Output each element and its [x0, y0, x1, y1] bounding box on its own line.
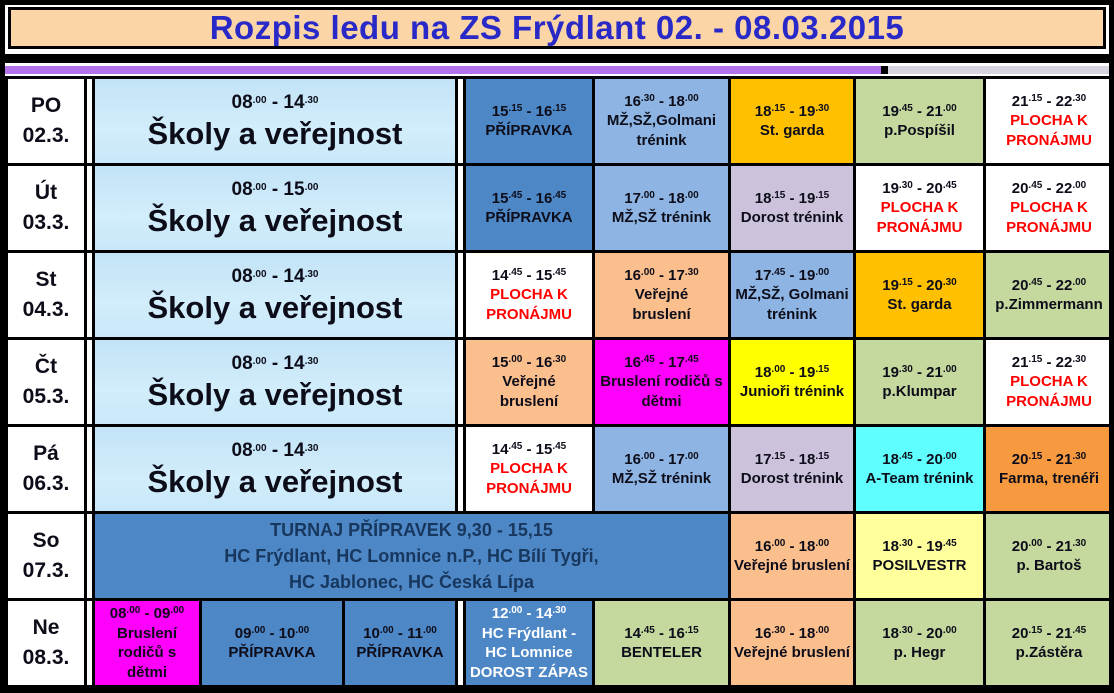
cell-time: $20^{.15} - 21^{.30}$ [1011, 450, 1087, 468]
cell-time: $18^{.15} - 19^{.15}$ [754, 189, 830, 207]
cell-time: $16^{.00} - 17^{.30}$ [624, 266, 699, 284]
cell-label: p. Hegr [893, 644, 946, 661]
cell-label: MŽ,SŽ trénink [611, 470, 712, 487]
day-label: So [32, 528, 60, 552]
cell-time: $14^{.45} - 15^{.45}$ [491, 440, 567, 458]
day-date: 07.3. [22, 559, 70, 582]
day-label: Út [34, 180, 58, 204]
schedule-row [8, 514, 1106, 598]
schedule-row [8, 427, 1106, 511]
cell-label: p.Klumpar [882, 383, 957, 400]
schedule-cell [466, 340, 592, 424]
cell-time: $20^{.45} - 22^{.00}$ [1011, 179, 1087, 197]
day-cell [8, 253, 84, 337]
day-cell [8, 79, 84, 163]
day-label: St [35, 267, 57, 291]
schedule-cell [595, 340, 728, 424]
cell-time: $21^{.15} - 22^{.30}$ [1011, 92, 1087, 110]
cell-time: $08^{.00} - 14^{.30}$ [231, 353, 319, 375]
cell-label: Veřejné bruslení [734, 644, 850, 661]
schedule-cell [595, 166, 728, 250]
schedule-cell [595, 427, 728, 511]
cell-time: $16^{.00} - 18^{.00}$ [754, 537, 830, 555]
schedule-cell [856, 253, 983, 337]
schedule-row [8, 340, 1106, 424]
cell-label: p. Bartoš [1016, 557, 1082, 574]
day-label: Ne [32, 615, 60, 639]
schedule-cell [95, 79, 455, 163]
day-cell [8, 166, 84, 250]
cell-label: Veřejné bruslení [632, 286, 691, 323]
cell-label: Školy a veřejnost [147, 203, 403, 239]
schedule-cell [731, 79, 853, 163]
divider-stripe-gap [881, 66, 888, 74]
schedule-cell [731, 340, 853, 424]
cell-label: BENTELER [621, 644, 702, 661]
cell-label: PLOCHA K PRONÁJMU [486, 286, 572, 323]
day-date: 04.3. [22, 298, 70, 321]
cell-time: $20^{.15} - 21^{.45}$ [1011, 624, 1087, 642]
schedule-cell [986, 253, 1112, 337]
schedule-row [8, 601, 1106, 685]
cell-time: $19^{.30} - 21^{.00}$ [882, 363, 957, 381]
cell-label: p.Zimmermann [995, 296, 1103, 313]
cell-label: Školy a veřejnost [147, 377, 403, 413]
page-title: Rozpis ledu na ZS Frýdlant 02. - 08.03.2015 [8, 7, 1106, 49]
day-date: 03.3. [22, 211, 70, 234]
schedule-table [5, 76, 1109, 688]
schedule-cell [95, 514, 728, 598]
cell-time: $15^{.00} - 16^{.30}$ [491, 353, 567, 371]
schedule-cell [595, 79, 728, 163]
day-label: Čt [34, 354, 58, 378]
schedule-cell [95, 166, 455, 250]
cell-time: $18^{.15} - 19^{.30}$ [754, 102, 830, 120]
cell-time: $16^{.45} - 17^{.45}$ [624, 353, 699, 371]
cell-label: p.Zástěra [1015, 644, 1083, 661]
schedule-row [8, 166, 1106, 250]
schedule-cell [731, 166, 853, 250]
cell-time: $15^{.15} - 16^{.15}$ [491, 102, 567, 120]
cell-label: MŽ,SŽ,Golmani trénink [606, 112, 717, 149]
day-date: 06.3. [22, 472, 70, 495]
double-border-gap [87, 427, 92, 511]
divider-stripe-purple [5, 66, 881, 74]
day-label: Pá [33, 441, 59, 465]
day-date: 08.3. [22, 646, 70, 669]
cell-label: A-Team trénink [865, 470, 974, 487]
cell-time: $19^{.15} - 20^{.30}$ [882, 276, 957, 294]
schedule-cell [731, 601, 853, 685]
divider-black-bar [5, 54, 1109, 63]
double-border-gap [87, 601, 92, 685]
double-border-gap [458, 253, 463, 337]
cell-time: $12^{.00} - 14^{.30}$ [491, 605, 567, 622]
cell-label: MŽ,SŽ, Golmani trénink [735, 286, 849, 323]
cell-time: $08^{.00} - 14^{.30}$ [231, 440, 319, 462]
cell-label: PLOCHA K PRONÁJMU [1006, 199, 1092, 236]
cell-label: PŘÍPRAVKA [485, 122, 573, 139]
cell-time: $10^{.00} - 11^{.00}$ [363, 624, 437, 642]
cell-label: Bruslení rodičů s dětmi [600, 373, 723, 410]
cell-time: $17^{.45} - 19^{.00}$ [754, 266, 830, 284]
schedule-cell [856, 340, 983, 424]
cell-time: $14^{.45} - 15^{.45}$ [491, 266, 567, 284]
divider-stripe [5, 66, 1109, 74]
cell-time: $20^{.00} - 21^{.30}$ [1011, 537, 1087, 555]
double-border-gap [87, 79, 92, 163]
schedule-cell [986, 166, 1112, 250]
cell-time: $18^{.30} - 19^{.45}$ [882, 537, 957, 555]
schedule-cell [856, 427, 983, 511]
cell-time: $08^{.00} - 09^{.00}$ [109, 605, 185, 622]
day-label: PO [30, 93, 62, 117]
double-border-gap [87, 340, 92, 424]
cell-label: HC Frýdlant - HC Lomnice DOROST ZÁPAS [469, 624, 589, 681]
cell-label: Školy a veřejnost [147, 290, 403, 326]
schedule-cell [986, 79, 1112, 163]
schedule-cell [856, 79, 983, 163]
schedule-cell [202, 601, 342, 685]
schedule-row [8, 253, 1106, 337]
schedule-cell [345, 601, 455, 685]
schedule-cell [95, 601, 199, 685]
cell-label: Veřejné bruslení [499, 373, 559, 410]
cell-time: $19^{.45} - 21^{.00}$ [882, 102, 957, 120]
day-date: 05.3. [22, 385, 70, 408]
cell-label: p.Pospíšil [884, 122, 955, 139]
cell-label: PŘÍPRAVKA [356, 644, 444, 661]
cell-time: $21^{.15} - 22^{.30}$ [1011, 353, 1087, 371]
cell-label: PŘÍPRAVKA [228, 644, 316, 661]
cell-label: Dorost trénink [740, 209, 844, 226]
cell-time: $17^{.15} - 18^{.15}$ [754, 450, 830, 468]
divider-stripe-gray [888, 66, 1109, 74]
double-border-gap [87, 166, 92, 250]
double-border-gap [458, 79, 463, 163]
cell-label: PŘÍPRAVKA [485, 209, 573, 226]
cell-time: $17^{.00} - 18^{.00}$ [624, 189, 699, 207]
day-cell [8, 601, 84, 685]
day-cell [8, 427, 84, 511]
double-border-gap [458, 166, 463, 250]
schedule-cell [986, 514, 1112, 598]
schedule-cell [595, 253, 728, 337]
cell-label: PLOCHA K PRONÁJMU [486, 460, 572, 497]
schedule-cell [731, 253, 853, 337]
schedule-cell [95, 253, 455, 337]
cell-time: $20^{.45} - 22^{.00}$ [1011, 276, 1087, 294]
schedule-cell [595, 601, 728, 685]
cell-label: TURNAJ PŘÍPRAVEK 9,30 - 15,15 HC Frýdlant, HC Lomnice n.P., HC Bílí Tygři, HC Jablonec, HC Česká Lípa [224, 519, 599, 593]
cell-time: $15^{.45} - 16^{.45}$ [491, 189, 567, 207]
cell-label: St. garda [887, 296, 952, 313]
double-border-gap [458, 340, 463, 424]
cell-time: $08^{.00} - 14^{.30}$ [231, 92, 319, 114]
schedule-cell [856, 514, 983, 598]
cell-label: Junioři trénink [739, 383, 845, 400]
cell-label: Dorost trénink [740, 470, 844, 487]
schedule-cell [731, 427, 853, 511]
double-border-gap [87, 514, 92, 598]
cell-time: $19^{.30} - 20^{.45}$ [882, 179, 957, 197]
day-cell [8, 514, 84, 598]
cell-label: Farma, trenéři [998, 470, 1100, 487]
cell-time: $18^{.00} - 19^{.15}$ [754, 363, 830, 381]
schedule-cell [466, 253, 592, 337]
schedule-cell [466, 601, 592, 685]
schedule-cell [95, 427, 455, 511]
day-cell [8, 340, 84, 424]
cell-time: $16^{.30} - 18^{.00}$ [754, 624, 830, 642]
schedule-cell [986, 427, 1112, 511]
schedule-row [8, 79, 1106, 163]
cell-label: St. garda [759, 122, 825, 139]
cell-time: $14^{.45} - 16^{.15}$ [624, 624, 699, 642]
cell-label: PLOCHA K PRONÁJMU [876, 199, 963, 236]
double-border-gap [458, 427, 463, 511]
cell-time: $18^{.45} - 20^{.00}$ [882, 450, 957, 468]
cell-time: $08^{.00} - 15^{.00}$ [231, 179, 319, 201]
cell-time: $08^{.00} - 14^{.30}$ [231, 266, 319, 288]
schedule-cell [856, 166, 983, 250]
cell-time: $16^{.00} - 17^{.00}$ [624, 450, 699, 468]
double-border-gap [458, 601, 463, 685]
schedule-cell [986, 340, 1112, 424]
cell-time: $18^{.30} - 20^{.00}$ [882, 624, 957, 642]
cell-label: Školy a veřejnost [147, 116, 403, 152]
double-border-gap [87, 253, 92, 337]
cell-label: Školy a veřejnost [147, 464, 403, 500]
cell-label: MŽ,SŽ trénink [611, 209, 712, 226]
schedule-cell [986, 601, 1112, 685]
schedule-cell [466, 79, 592, 163]
schedule-cell [731, 514, 853, 598]
cell-label: PLOCHA K PRONÁJMU [1006, 112, 1092, 149]
cell-label: Bruslení rodičů s dětmi [116, 624, 177, 681]
cell-time: $09^{.00} - 10^{.00}$ [234, 624, 310, 642]
cell-label: POSILVESTR [872, 557, 967, 574]
cell-time: $16^{.30} - 18^{.00}$ [624, 92, 699, 110]
schedule-cell [466, 427, 592, 511]
day-date: 02.3. [22, 124, 70, 147]
cell-label: Veřejné bruslení [734, 557, 850, 574]
schedule-cell [856, 601, 983, 685]
schedule-cell [466, 166, 592, 250]
schedule-cell [95, 340, 455, 424]
cell-label: PLOCHA K PRONÁJMU [1006, 373, 1092, 410]
